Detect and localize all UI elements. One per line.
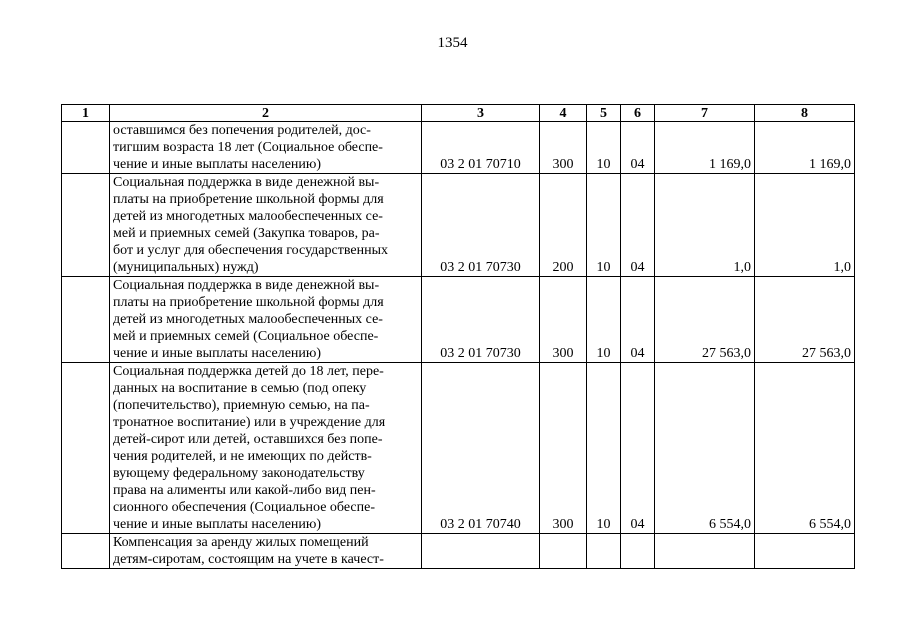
table-row bbox=[62, 277, 855, 363]
subsection-cell bbox=[621, 534, 655, 569]
column-header-2: 2 bbox=[110, 105, 422, 122]
budget-table bbox=[61, 104, 855, 569]
description-cell bbox=[110, 174, 422, 277]
description-line: мей и приемных семей (Закупка товаров, ра- bbox=[113, 226, 380, 241]
amount-cell-8: 1 169,0 bbox=[755, 122, 855, 174]
description-line: данных на воспитание в семью (под опеку bbox=[113, 381, 367, 396]
expense-type-cell: 300 bbox=[540, 277, 587, 363]
section-cell bbox=[587, 534, 621, 569]
section-cell: 10 bbox=[587, 122, 621, 174]
description-line: (попечительство), приемную семью, на па- bbox=[113, 398, 370, 413]
amount-cell-7: 27 563,0 bbox=[655, 277, 755, 363]
code-cell: 03 2 01 70740 bbox=[422, 363, 540, 534]
code-cell: 03 2 01 70710 bbox=[422, 122, 540, 174]
subsection-cell: 04 bbox=[621, 277, 655, 363]
description-line: бот и услуг для обеспечения государственных bbox=[113, 243, 388, 258]
section-cell: 10 bbox=[587, 174, 621, 277]
expense-type-cell bbox=[540, 534, 587, 569]
amount-cell-7: 1 169,0 bbox=[655, 122, 755, 174]
description-line: Социальная поддержка детей до 18 лет, пере- bbox=[113, 364, 384, 379]
description-line: (муниципальных) нужд) bbox=[113, 260, 259, 275]
description-line: сионного обеспечения (Социальное обеспе- bbox=[113, 500, 375, 515]
amount-cell-7 bbox=[655, 534, 755, 569]
description-line: оставшимся без попечения родителей, дос- bbox=[113, 123, 371, 138]
description-line: детей из многодетных малообеспеченных се- bbox=[113, 209, 383, 224]
description-line: детей из многодетных малообеспеченных се- bbox=[113, 312, 383, 327]
table-row bbox=[62, 534, 855, 569]
expense-type-cell: 200 bbox=[540, 174, 587, 277]
description-line: тронатное воспитание) или в учреждение для bbox=[113, 415, 386, 430]
code-cell: 03 2 01 70730 bbox=[422, 174, 540, 277]
description-line: чение и иные выплаты населению) bbox=[113, 517, 322, 532]
subsection-cell: 04 bbox=[621, 122, 655, 174]
table-header-row bbox=[62, 105, 855, 122]
column-header-6: 6 bbox=[621, 105, 655, 122]
column-header-4: 4 bbox=[540, 105, 587, 122]
expense-type-cell: 300 bbox=[540, 122, 587, 174]
section-cell: 10 bbox=[587, 363, 621, 534]
subsection-cell: 04 bbox=[621, 174, 655, 277]
description-line: чения родителей, и не имеющих по действ- bbox=[113, 449, 372, 464]
expense-type-cell: 300 bbox=[540, 363, 587, 534]
amount-cell-7: 1,0 bbox=[655, 174, 755, 277]
description-line: платы на приобретение школьной формы для bbox=[113, 192, 384, 207]
description-line: чение и иные выплаты населению) bbox=[113, 346, 322, 361]
code-cell bbox=[422, 534, 540, 569]
amount-cell-8: 27 563,0 bbox=[755, 277, 855, 363]
description-line: платы на приобретение школьной формы для bbox=[113, 295, 384, 310]
row-index-cell bbox=[62, 363, 110, 534]
column-header-5: 5 bbox=[587, 105, 621, 122]
description-line: чение и иные выплаты населению) bbox=[113, 157, 322, 172]
column-header-7: 7 bbox=[655, 105, 755, 122]
description-line: тигшим возраста 18 лет (Социальное обеспе- bbox=[113, 140, 383, 155]
amount-cell-7: 6 554,0 bbox=[655, 363, 755, 534]
description-cell bbox=[110, 277, 422, 363]
table-row bbox=[62, 174, 855, 277]
amount-cell-8 bbox=[755, 534, 855, 569]
description-line: мей и приемных семей (Социальное обеспе- bbox=[113, 329, 379, 344]
row-index-cell bbox=[62, 122, 110, 174]
row-index-cell bbox=[62, 277, 110, 363]
amount-cell-8: 6 554,0 bbox=[755, 363, 855, 534]
description-line: Социальная поддержка в виде денежной вы- bbox=[113, 175, 380, 190]
row-index-cell bbox=[62, 534, 110, 569]
amount-cell-8: 1,0 bbox=[755, 174, 855, 277]
description-line: детей-сирот или детей, оставшихся без попе- bbox=[113, 432, 383, 447]
page-number: 1354 bbox=[437, 35, 468, 51]
column-header-3: 3 bbox=[422, 105, 540, 122]
table-row bbox=[62, 363, 855, 534]
description-cell bbox=[110, 534, 422, 569]
description-line: права на алименты или какой-либо вид пен- bbox=[113, 483, 376, 498]
table-row bbox=[62, 122, 855, 174]
description-line: вующему федеральному законодательству bbox=[113, 466, 365, 481]
subsection-cell: 04 bbox=[621, 363, 655, 534]
row-index-cell bbox=[62, 174, 110, 277]
description-line: Компенсация за аренду жилых помещений bbox=[113, 535, 369, 550]
column-header-8: 8 bbox=[755, 105, 855, 122]
section-cell: 10 bbox=[587, 277, 621, 363]
column-header-1: 1 bbox=[62, 105, 110, 122]
description-cell bbox=[110, 363, 422, 534]
description-line: детям-сиротам, состоящим на учете в качест- bbox=[113, 552, 384, 567]
description-line: Социальная поддержка в виде денежной вы- bbox=[113, 278, 380, 293]
code-cell: 03 2 01 70730 bbox=[422, 277, 540, 363]
description-cell bbox=[110, 122, 422, 174]
